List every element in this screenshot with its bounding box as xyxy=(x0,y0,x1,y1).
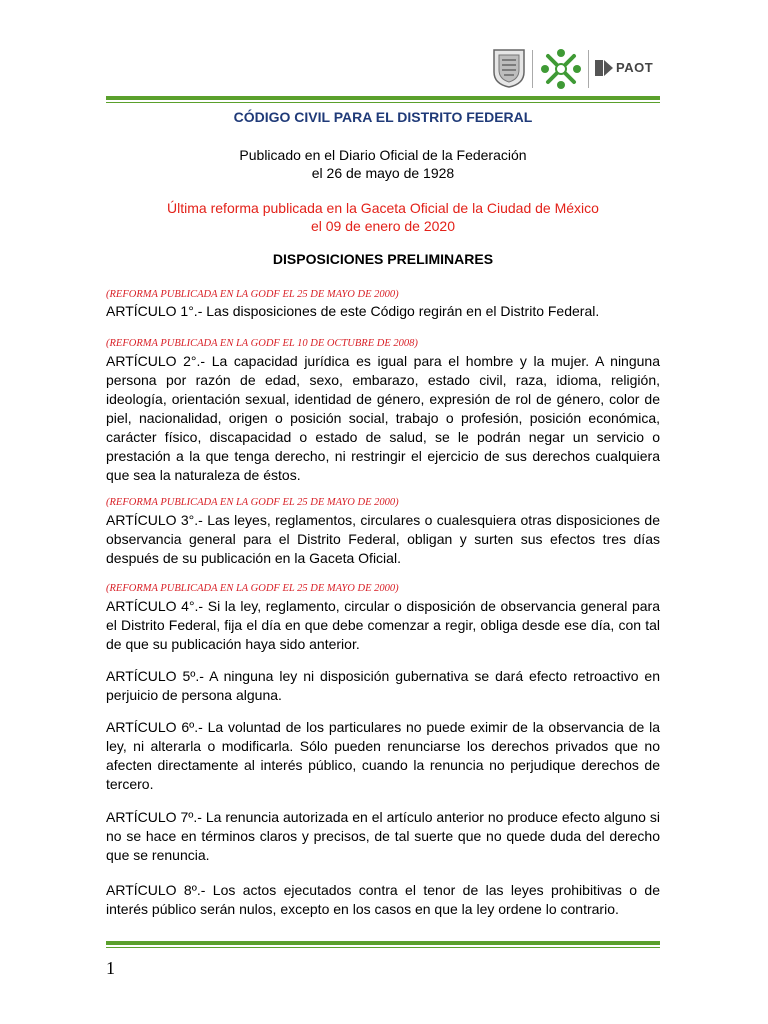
footer-rule xyxy=(106,941,660,948)
paot-logo-text: PAOT xyxy=(616,60,654,75)
paot-mark-icon xyxy=(594,58,614,78)
header-logos xyxy=(488,44,668,94)
reform-note: (REFORMA PUBLICADA EN LA GODF EL 25 DE MAYO DE 2000) xyxy=(106,583,399,594)
divider-line xyxy=(588,50,589,88)
cdmx-flower-logo-icon xyxy=(540,48,582,90)
article-6: ARTÍCULO 6º.- La voluntad de los particulares no puede eximir de la observancia de la ley, ni alterarla o modificarla. Sólo pueden renunciarse los derechos privados que no afecten directamente al interés público, cuando la renuncia no perjudique derechos de tercero. xyxy=(106,719,660,792)
article-4: ARTÍCULO 4°.- Si la ley, reglamento, circular o disposición de observancia general para el Distrito Federal, fija el día en que debe comenzar a regir, obliga desde ese día, con tal de que su publicación haya sido anterior. xyxy=(106,598,660,652)
article-1: ARTÍCULO 1°.- Las disposiciones de este Código regirán en el Distrito Federal. xyxy=(106,303,600,319)
reform-note: (REFORMA PUBLICADA EN LA GODF EL 25 DE MAYO DE 2000) xyxy=(106,497,399,508)
page-number: 1 xyxy=(106,958,115,978)
article-3: ARTÍCULO 3°.- Las leyes, reglamentos, circulares o cualesquiera otras disposiciones de observancia general para el Distrito Federal, obligan y surten sus efectos tres días después de su publicación en la Gaceta Oficial. xyxy=(106,512,660,566)
cdmx-shield-icon xyxy=(492,48,526,88)
last-reform-info xyxy=(106,199,660,235)
document-title: CÓDIGO CIVIL PARA EL DISTRITO FEDERAL xyxy=(233,109,533,125)
publication-line-2: el 26 de mayo de 1928 xyxy=(311,165,455,181)
article-7: ARTÍCULO 7º.- La renuncia autorizada en el artículo anterior no produce efecto alguno si no se hace en términos claros y precisos, de tal suerte que no quede duda del derecho que se renuncia. xyxy=(106,809,660,863)
reform-note: (REFORMA PUBLICADA EN LA GODF EL 25 DE MAYO DE 2000) xyxy=(106,289,399,300)
publication-line-1: Publicado en el Diario Oficial de la Federación xyxy=(239,147,527,163)
article-8: ARTÍCULO 8º.- Los actos ejecutados contra el tenor de las leyes prohibitivas o de interés público serán nulos, excepto en los casos en que la ley ordene lo contrario. xyxy=(106,882,660,917)
reform-note: (REFORMA PUBLICADA EN LA GODF EL 10 DE OCTUBRE DE 2008) xyxy=(106,338,418,349)
article-2: ARTÍCULO 2°.- La capacidad jurídica es igual para el hombre y la mujer. A ninguna persona por razón de edad, sexo, embarazo, estado civil, raza, idioma, religión, ideología, orientación sexual, identidad de género, expresión de rol de género, color de piel, nacionalidad, origen o posición social, trabajo o profesión, posición económica, carácter físico, discapacidad o estado de salud, se le podrán negar un servicio o prestación a la que tenga derecho, ni restringir el ejercicio de sus derechos cualquiera que sea la naturaleza de éstos. xyxy=(106,353,660,483)
header-rule xyxy=(106,96,660,103)
publication-info xyxy=(106,146,660,182)
divider-line xyxy=(532,50,533,88)
section-title: DISPOSICIONES PRELIMINARES xyxy=(272,251,494,267)
article-5: ARTÍCULO 5º.- A ninguna ley ni disposición gubernativa se dará efecto retroactivo en perjuicio de persona alguna. xyxy=(106,668,660,703)
last-reform-line-2: el 09 de enero de 2020 xyxy=(310,218,455,234)
last-reform-line-1: Última reforma publicada en la Gaceta Oficial de la Ciudad de México xyxy=(167,200,599,216)
